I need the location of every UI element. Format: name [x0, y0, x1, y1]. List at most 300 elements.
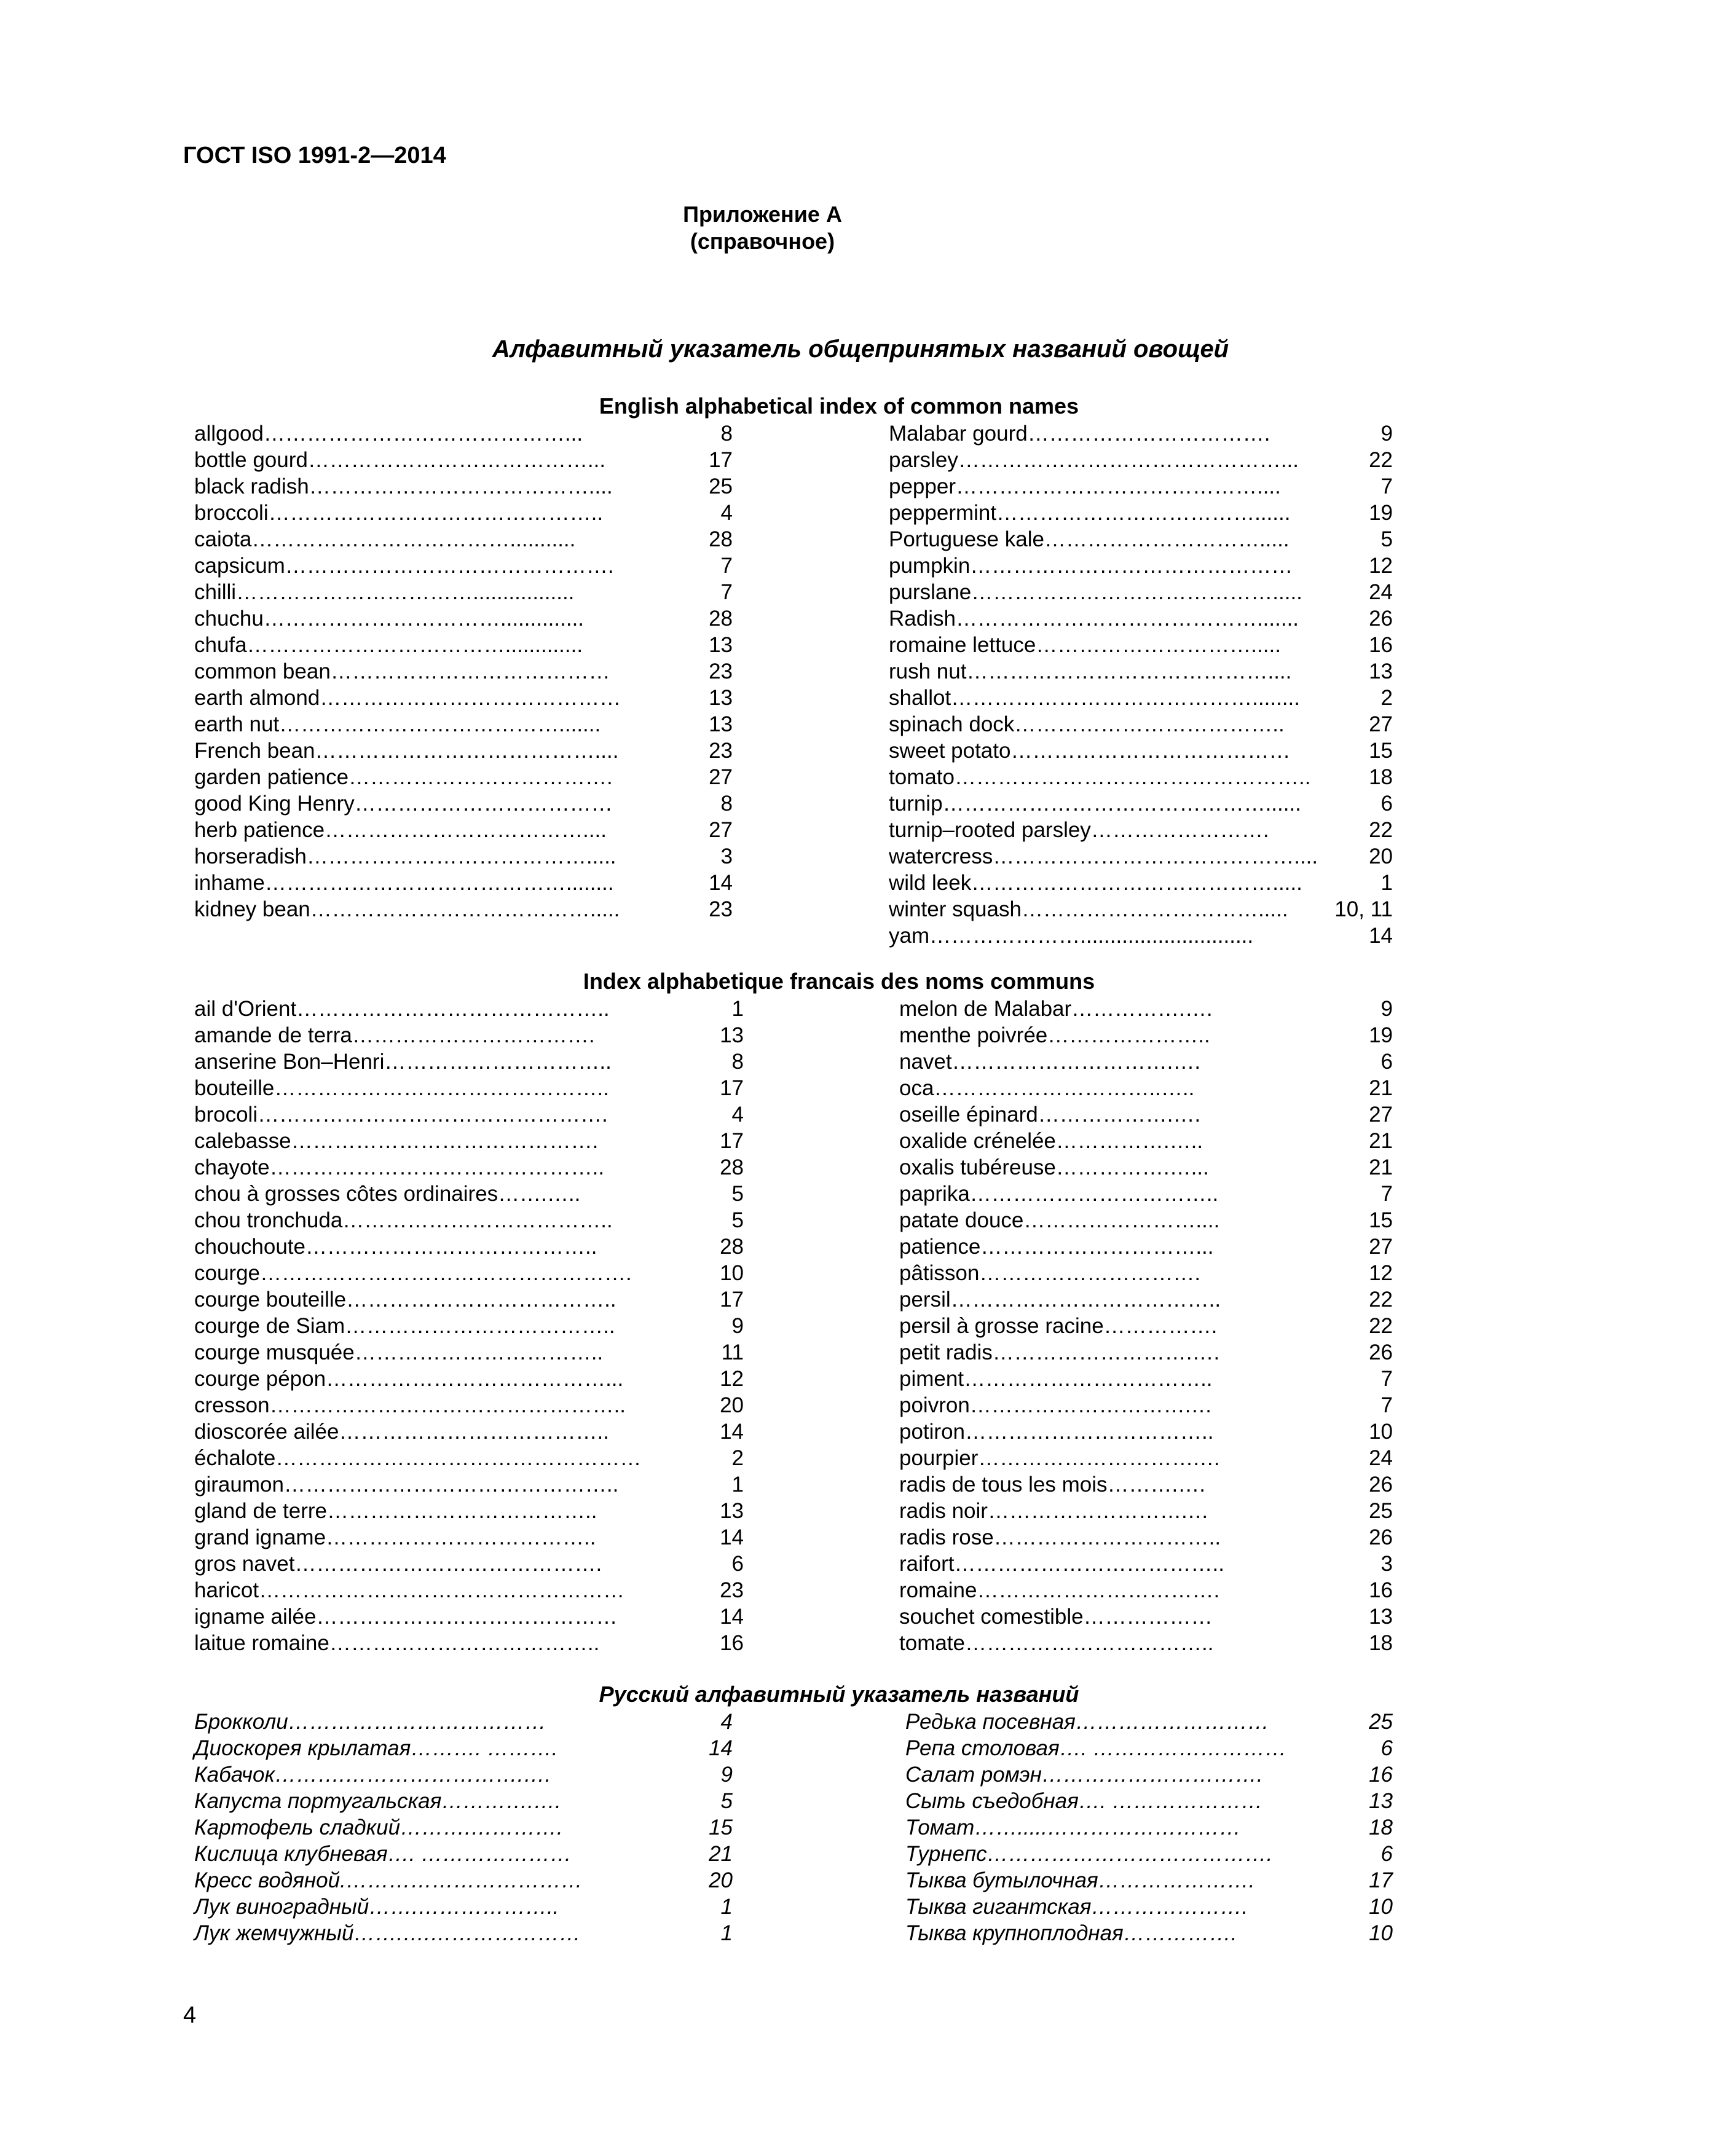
index-entry	[194, 1630, 744, 1656]
dot-leader: ……………………………………………	[259, 1578, 625, 1602]
entry-name-with-leader	[889, 526, 1290, 553]
entry-name-with-leader	[899, 1022, 1243, 1048]
index-entry	[899, 1233, 1393, 1260]
dot-leader: ……………………………………………	[275, 1446, 642, 1470]
dot-leader: ………………………………..	[339, 1420, 609, 1444]
entry-name-with-leader	[194, 1630, 637, 1656]
index-entry	[889, 420, 1393, 447]
entry-name-with-leader	[905, 1867, 1286, 1894]
entry-name-with-leader	[194, 1418, 637, 1445]
index-entry	[899, 1048, 1393, 1075]
entry-name-with-leader	[194, 843, 649, 870]
entry-page: 22	[1369, 448, 1393, 472]
dot-leader: ………………………………...........	[251, 527, 576, 551]
index-entry	[899, 1022, 1393, 1048]
entry-name: earth almond	[194, 686, 320, 710]
entry-name: romaine	[899, 1578, 977, 1602]
entry-name-with-leader	[899, 1048, 1243, 1075]
entry-page: 7	[720, 580, 733, 604]
entry-name: potiron	[899, 1420, 966, 1444]
index-entry	[899, 1260, 1393, 1286]
entry-page: 7	[1380, 474, 1393, 498]
index-entry	[899, 1524, 1393, 1551]
dot-leader: ……………………………………….	[285, 554, 614, 578]
entry-name: dioscorée ailée	[194, 1420, 339, 1444]
dot-leader: …………………………………....	[315, 739, 619, 763]
entry-name-with-leader	[194, 790, 649, 817]
entry-name-with-leader	[889, 923, 1282, 949]
index-entry	[889, 526, 1393, 553]
entry-name: persil à grosse racine	[899, 1314, 1104, 1338]
entry-page: 23	[709, 739, 733, 763]
entry-name: persil	[899, 1288, 951, 1312]
index-entry	[889, 553, 1393, 579]
index-entry	[194, 1048, 744, 1075]
entry-page: 1	[1380, 871, 1393, 895]
entry-name-with-leader	[194, 1894, 624, 1920]
entry-name-with-leader	[194, 1022, 637, 1048]
entry-name-with-leader	[194, 1286, 637, 1313]
index-entry	[194, 1445, 744, 1471]
entry-name-with-leader	[889, 870, 1302, 896]
index-entry	[194, 1841, 733, 1867]
entry-page: 24	[1369, 580, 1393, 604]
entry-name: winter squash	[889, 897, 1022, 921]
entry-page: 8	[720, 422, 733, 446]
entry-name: Репа столовая	[905, 1736, 1060, 1760]
index-entry	[194, 579, 733, 605]
dot-leader: ………………	[1083, 1605, 1213, 1629]
entry-name: chuchu	[194, 607, 264, 631]
entry-name-with-leader	[194, 1867, 624, 1894]
entry-name: parsley	[889, 448, 958, 472]
dot-leader: ………………………………………..	[274, 1076, 609, 1100]
entry-page: 13	[1369, 1605, 1393, 1629]
entry-page: 10	[1369, 1921, 1393, 1945]
entry-name-with-leader	[194, 1761, 624, 1788]
dot-leader: ………………………………………..	[283, 1473, 619, 1497]
entry-name: bouteille	[194, 1076, 275, 1100]
entry-page: 7	[720, 554, 733, 578]
entry-name-with-leader	[194, 1709, 624, 1735]
index-entry	[194, 1709, 733, 1735]
entry-name-with-leader	[889, 685, 1300, 711]
entry-name-with-leader	[889, 605, 1299, 632]
index-entry	[194, 1551, 744, 1577]
dot-leader: ……………………………………....	[966, 659, 1292, 683]
entry-page: 17	[709, 448, 733, 472]
entry-name-with-leader	[889, 817, 1282, 843]
entry-name: pepper	[889, 474, 956, 498]
dot-leader: …………………………….....	[1021, 897, 1288, 921]
dot-leader: ……………………………………	[320, 686, 621, 710]
dot-leader: ………………………	[1075, 1710, 1269, 1734]
entry-page: 26	[1369, 607, 1393, 631]
entry-page: 11	[721, 1340, 744, 1364]
entry-page: 28	[720, 1155, 744, 1179]
entry-name-with-leader	[899, 1286, 1243, 1313]
entry-name: yam	[889, 924, 930, 948]
entry-name: petit radis	[899, 1340, 993, 1364]
dot-leader: ………………………………......	[996, 501, 1291, 525]
dot-leader: ………………………………………….	[258, 1103, 608, 1127]
dot-leader: ……………………………..	[354, 1340, 604, 1364]
index-entry	[194, 870, 733, 896]
entry-name-with-leader	[889, 738, 1291, 764]
entry-name: radis de tous les mois	[899, 1473, 1108, 1497]
entry-page: 21	[709, 1842, 733, 1866]
index-entry	[194, 1101, 744, 1128]
entry-name: romaine lettuce	[889, 633, 1036, 657]
index-entry	[194, 996, 744, 1022]
entry-name-with-leader	[194, 1260, 637, 1286]
entry-page: 4	[720, 501, 733, 525]
entry-page: 15	[1369, 1208, 1393, 1232]
entry-page: 25	[709, 474, 733, 498]
index-entry	[194, 1075, 744, 1101]
dot-leader: …………………………………….....	[971, 871, 1302, 895]
index-entry	[899, 1471, 1393, 1498]
entry-name-with-leader	[194, 764, 649, 790]
entry-name-with-leader	[899, 1418, 1243, 1445]
entry-name-with-leader	[889, 896, 1288, 923]
entry-page: 18	[1369, 1816, 1393, 1839]
entry-name-with-leader	[899, 1498, 1243, 1524]
entry-name: tomato	[889, 765, 955, 789]
dot-leader: ………………………………….....	[306, 844, 616, 868]
entry-name: pumpkin	[889, 554, 971, 578]
entry-name-with-leader	[194, 1339, 637, 1366]
index-entry	[889, 764, 1393, 790]
entry-name: Тыква крупноплодная	[905, 1921, 1124, 1945]
entry-page: 13	[709, 712, 733, 736]
index-entry	[194, 473, 733, 500]
entry-name-with-leader	[194, 632, 649, 658]
dot-leader: ………………………………..	[329, 1631, 600, 1655]
index-entry	[194, 658, 733, 685]
index-entry	[889, 923, 1393, 949]
index-entry	[194, 711, 733, 738]
index-entry	[194, 1471, 744, 1498]
entry-page: 3	[1380, 1552, 1393, 1576]
entry-name-with-leader	[194, 1101, 637, 1128]
entry-page: 24	[1369, 1446, 1393, 1470]
dot-leader: ………………………………..	[345, 1314, 615, 1338]
entry-page: 26	[1369, 1525, 1393, 1549]
entry-name-with-leader	[194, 738, 649, 764]
index-entry	[194, 1735, 733, 1761]
index-entry	[905, 1894, 1393, 1920]
entry-page: 7	[1380, 1182, 1393, 1206]
index-entry	[889, 632, 1393, 658]
entry-name-with-leader	[899, 996, 1243, 1022]
index-entry	[899, 1418, 1393, 1445]
dot-leader: ………………………………	[354, 792, 613, 816]
entry-name: courge pépon	[194, 1367, 326, 1391]
index-entry	[194, 1577, 744, 1603]
entry-page: 22	[1369, 1288, 1393, 1312]
dot-leader: …………….…...	[1055, 1155, 1209, 1179]
index-entry	[899, 1498, 1393, 1524]
entry-name: igname ailée	[194, 1605, 317, 1629]
appendix-title: Приложение А	[683, 202, 842, 227]
entry-name-with-leader	[899, 1207, 1243, 1233]
entry-name-with-leader	[889, 553, 1293, 579]
entry-name: Malabar gourd	[889, 422, 1028, 446]
dot-leader: …………….	[1103, 1314, 1218, 1338]
index-entry	[899, 1286, 1393, 1313]
dot-leader: ……………………………..	[965, 1631, 1214, 1655]
entry-name-with-leader	[899, 1181, 1243, 1207]
entry-page: 26	[1369, 1473, 1393, 1497]
entry-name-with-leader	[905, 1894, 1286, 1920]
entry-name-with-leader	[889, 711, 1285, 738]
entry-page: 1	[731, 997, 744, 1021]
entry-name-with-leader	[899, 1551, 1243, 1577]
dot-leader: …. …………………	[387, 1842, 572, 1866]
dot-leader: ………………………………………...	[958, 448, 1299, 472]
entry-name: melon de Malabar	[899, 997, 1072, 1021]
dot-leader: ………………………………………	[970, 554, 1293, 578]
entry-name: gros navet	[194, 1552, 295, 1576]
index-entry	[899, 1154, 1393, 1181]
entry-name-with-leader	[194, 553, 649, 579]
dot-leader: ………………………….	[979, 1261, 1201, 1285]
entry-page: 10, 11	[1334, 897, 1393, 921]
index-entry	[194, 843, 733, 870]
entry-page: 27	[1369, 1103, 1393, 1127]
dot-leader: ……………………………………..	[296, 997, 610, 1021]
entry-name: échalote	[194, 1446, 276, 1470]
entry-name-with-leader	[194, 658, 649, 685]
entry-page: 7	[1380, 1367, 1393, 1391]
index-entry	[194, 1154, 744, 1181]
entry-name: cresson	[194, 1393, 270, 1417]
index-entry	[899, 1181, 1393, 1207]
entry-page: 19	[1369, 501, 1393, 525]
index-entry	[194, 1498, 744, 1524]
entry-page: 15	[1369, 739, 1393, 763]
entry-page: 9	[720, 1763, 733, 1787]
entry-name: Томат	[905, 1816, 975, 1839]
entry-name: Капуста португальская	[194, 1789, 442, 1813]
entry-name-with-leader	[194, 1735, 624, 1761]
entry-name-with-leader	[194, 1233, 637, 1260]
index-entry	[194, 605, 733, 632]
entry-name-with-leader	[899, 1445, 1243, 1471]
entry-name: amande de terra	[194, 1023, 352, 1047]
entry-page: 6	[1380, 1842, 1393, 1866]
entry-name: kidney bean	[194, 897, 310, 921]
dot-leader: ……………………………	[345, 1868, 583, 1892]
index-entry	[194, 1920, 733, 1946]
dot-leader: …………………………..…..	[934, 1076, 1195, 1100]
entry-name-with-leader	[194, 1524, 637, 1551]
entry-name: wild leek	[889, 871, 972, 895]
dot-leader: …………………………….	[352, 1023, 595, 1047]
entry-page: 17	[720, 1076, 744, 1100]
entry-name-with-leader	[899, 1233, 1243, 1260]
entry-page: 18	[1369, 1631, 1393, 1655]
entry-page: 20	[720, 1393, 744, 1417]
entry-name: Диоскорея крылатая	[194, 1736, 411, 1760]
index-entry	[194, 420, 733, 447]
dot-leader: ……………………………….............	[246, 633, 583, 657]
dot-leader: ………. ……….	[411, 1736, 558, 1760]
entry-page: 8	[720, 792, 733, 816]
index-entry	[194, 1814, 733, 1841]
dot-leader: ………………………………………......	[942, 792, 1301, 816]
entry-page: 8	[731, 1050, 744, 1074]
entry-name: capsicum	[194, 554, 285, 578]
entry-name: pourpier	[899, 1446, 979, 1470]
entry-name: garden patience	[194, 765, 349, 789]
entry-name-with-leader	[889, 473, 1282, 500]
entry-page: 9	[1380, 422, 1393, 446]
dot-leader: …………….….	[1071, 997, 1213, 1021]
entry-page: 14	[1369, 924, 1393, 948]
dot-leader: ……………………………..............	[263, 607, 585, 631]
index-entry	[194, 1286, 744, 1313]
entry-name: piment	[899, 1367, 964, 1391]
index-entry	[194, 526, 733, 553]
dot-leader: ……….………….	[400, 1816, 563, 1839]
dot-leader: …………………………………….....	[971, 580, 1302, 604]
entry-page: 25	[1369, 1499, 1393, 1523]
entry-page: 10	[720, 1261, 744, 1285]
entry-page: 25	[1369, 1710, 1393, 1734]
entry-page: 14	[709, 1736, 733, 1760]
entry-name-with-leader	[194, 870, 649, 896]
entry-page: 6	[731, 1552, 744, 1576]
entry-page: 17	[720, 1288, 744, 1312]
index-entry	[194, 1339, 744, 1366]
dot-leader: ………………………………..	[342, 1208, 613, 1232]
index-entry	[905, 1841, 1393, 1867]
entry-name-with-leader	[194, 500, 649, 526]
index-entry	[194, 1761, 733, 1788]
index-entry	[194, 1524, 744, 1551]
entry-name-with-leader	[194, 1551, 637, 1577]
index-entry	[889, 658, 1393, 685]
dot-leader: ………………………………....	[325, 818, 607, 842]
entry-page: 16	[720, 1631, 744, 1655]
entry-name-with-leader	[899, 1366, 1243, 1392]
entry-page: 14	[720, 1605, 744, 1629]
entry-page: 28	[709, 607, 733, 631]
index-entry	[889, 817, 1393, 843]
index-entry	[194, 685, 733, 711]
entry-name-with-leader	[194, 605, 649, 632]
entry-page: 13	[1369, 1789, 1393, 1813]
entry-name: chou tronchuda	[194, 1208, 343, 1232]
entry-name-with-leader	[194, 473, 649, 500]
entry-name: French bean	[194, 739, 315, 763]
entry-name: Турнепс	[905, 1842, 987, 1866]
dot-leader: …………………………….	[1027, 422, 1270, 446]
entry-page: 13	[709, 633, 733, 657]
entry-page: 21	[1369, 1155, 1393, 1179]
entry-name: oca	[899, 1076, 934, 1100]
entry-name: ail d'Orient	[194, 997, 297, 1021]
index-entry	[889, 870, 1393, 896]
entry-name: chou à grosses côtes ordinaires	[194, 1182, 498, 1206]
index-entry	[899, 1603, 1393, 1630]
entry-name-with-leader	[194, 1498, 637, 1524]
entry-name-with-leader	[194, 685, 649, 711]
entry-page: 1	[731, 1473, 744, 1497]
index-entry	[899, 1392, 1393, 1418]
entry-name-with-leader	[194, 1207, 637, 1233]
entry-page: 22	[1369, 818, 1393, 842]
entry-name-with-leader	[194, 1814, 624, 1841]
french-index-title: Index alphabetique francais des noms communs	[583, 969, 1095, 994]
entry-name-with-leader	[194, 1603, 637, 1630]
dot-leader: ………………………….....	[1044, 527, 1290, 551]
index-entry	[905, 1867, 1393, 1894]
entry-name: black radish	[194, 474, 309, 498]
entry-page: 20	[1369, 844, 1393, 868]
dot-leader: ……….…………………….….	[275, 1763, 551, 1787]
entry-page: 1	[720, 1921, 733, 1945]
entry-name-with-leader	[194, 896, 649, 923]
dot-leader: …………………………………….......	[955, 607, 1299, 631]
entry-name: patate douce	[899, 1208, 1024, 1232]
entry-page: 16	[1369, 1763, 1393, 1787]
entry-name: anserine Bon–Henri	[194, 1050, 385, 1074]
dot-leader: ………………………………..	[950, 1288, 1221, 1312]
entry-name: chilli	[194, 580, 237, 604]
entry-name: calebasse	[194, 1129, 291, 1153]
index-entry	[889, 447, 1393, 473]
entry-name-with-leader	[899, 1603, 1243, 1630]
entry-name-with-leader	[905, 1920, 1286, 1946]
dot-leader: …. …………………	[1078, 1789, 1263, 1813]
index-entry	[889, 500, 1393, 526]
dot-leader: ………………………………….......	[279, 712, 601, 736]
entry-name: Кислица клубневая	[194, 1842, 388, 1866]
entry-page: 10	[1369, 1895, 1393, 1919]
entry-name: Radish	[889, 607, 956, 631]
entry-page: 13	[720, 1023, 744, 1047]
entry-name-with-leader	[899, 1075, 1243, 1101]
entry-page: 19	[1369, 1023, 1393, 1047]
entry-name-with-leader	[889, 579, 1302, 605]
entry-page: 21	[1369, 1076, 1393, 1100]
index-entry	[899, 996, 1393, 1022]
dot-leader: …………………………………………….	[260, 1261, 632, 1285]
dot-leader: …………………..	[1047, 1023, 1210, 1047]
entry-name-with-leader	[194, 1048, 637, 1075]
entry-name: patience	[899, 1235, 981, 1259]
dot-leader: …………………………..	[993, 1525, 1221, 1549]
entry-page: 27	[1369, 712, 1393, 736]
index-entry	[194, 1022, 744, 1048]
entry-name-with-leader	[194, 1075, 637, 1101]
dot-leader: …………….…..	[1055, 1129, 1203, 1153]
entry-name: oxalis tubéreuse	[899, 1155, 1056, 1179]
entry-page: 27	[1369, 1235, 1393, 1259]
dot-leader: …………………………….................	[236, 580, 575, 604]
entry-name-with-leader	[889, 658, 1292, 685]
entry-name-with-leader	[899, 1154, 1243, 1181]
entry-page: 12	[1369, 554, 1393, 578]
index-entry	[194, 1181, 744, 1207]
index-entry	[194, 1392, 744, 1418]
entry-name: Кабачок	[194, 1763, 275, 1787]
entry-name-with-leader	[194, 1788, 624, 1814]
index-entry	[194, 1207, 744, 1233]
